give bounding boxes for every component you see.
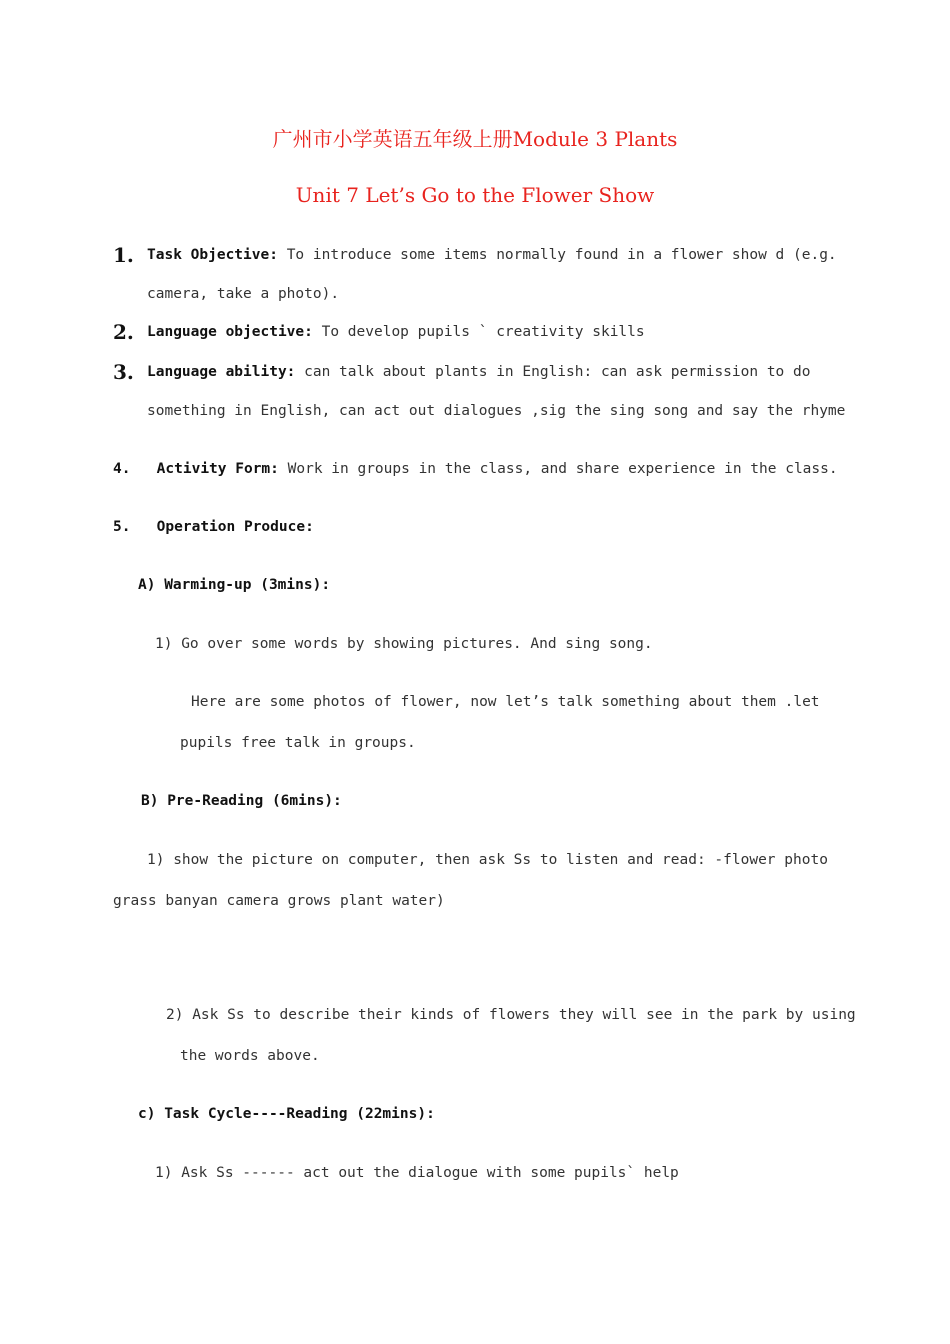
item-1-number: 1. (113, 243, 134, 267)
item-4-text: Work in groups in the class, and share experience in the class. (287, 461, 838, 477)
item-2-line1 (147, 324, 645, 340)
item-4-number: 4. (113, 461, 131, 477)
item-3-label: Language ability: (147, 364, 296, 380)
section-b-step1-line1: 1) show the picture on computer, then ask Ss to listen and read: -flower photo (147, 852, 828, 868)
page-title-line2: Unit 7 Let’s Go to the Flower Show (295, 183, 655, 207)
item-4-line (113, 461, 838, 477)
item-1-line1 (147, 247, 835, 263)
section-a-heading: A) Warming-up (3mins): (138, 577, 331, 593)
item-2-text: To develop pupils ` creativity skills (321, 324, 645, 340)
section-b-heading: B) Pre-Reading (6mins): (141, 793, 342, 809)
section-c-step1: 1) Ask Ss ------ act out the dialogue with some pupils` help (155, 1165, 679, 1181)
section-c-heading: c) Task Cycle----Reading (22mins): (138, 1106, 435, 1122)
section-a-step1: 1) Go over some words by showing pictures. And sing song. (155, 636, 653, 652)
item-3-line2: something in English, can act out dialogues ,sig the sing song and say the rhyme (147, 403, 846, 419)
item-5-number: 5. (113, 519, 131, 535)
page-title-line1: 广州市小学英语五年级上册Module 3 Plants (272, 127, 678, 151)
section-b-step2-line1: 2) Ask Ss to describe their kinds of flowers they will see in the park by using (166, 1007, 856, 1023)
item-2-label: Language objective: (147, 324, 313, 340)
section-b-step2-line2: the words above. (180, 1048, 320, 1064)
item-2-number: 2. (113, 320, 134, 344)
item-3-number: 3. (113, 360, 134, 384)
item-1-text: To introduce some items normally found in a flower show d (e.g. (286, 247, 837, 263)
item-1-line2: camera, take a photo). (147, 286, 340, 302)
item-1-label: Task Objective: (147, 247, 278, 263)
section-b-step1-line2: grass banyan camera grows plant water) (113, 893, 445, 909)
item-3-text: can talk about plants in English: can ask permission to do (304, 364, 811, 380)
item-5-line (113, 519, 314, 535)
item-5-label: Operation Produce: (156, 519, 314, 535)
item-3-line1 (147, 364, 810, 380)
item-4-label: Activity Form: (156, 461, 279, 477)
section-a-para-line1: Here are some photos of flower, now let’s talk something about them .let (191, 694, 820, 710)
section-a-para-line2: pupils free talk in groups. (180, 735, 416, 751)
